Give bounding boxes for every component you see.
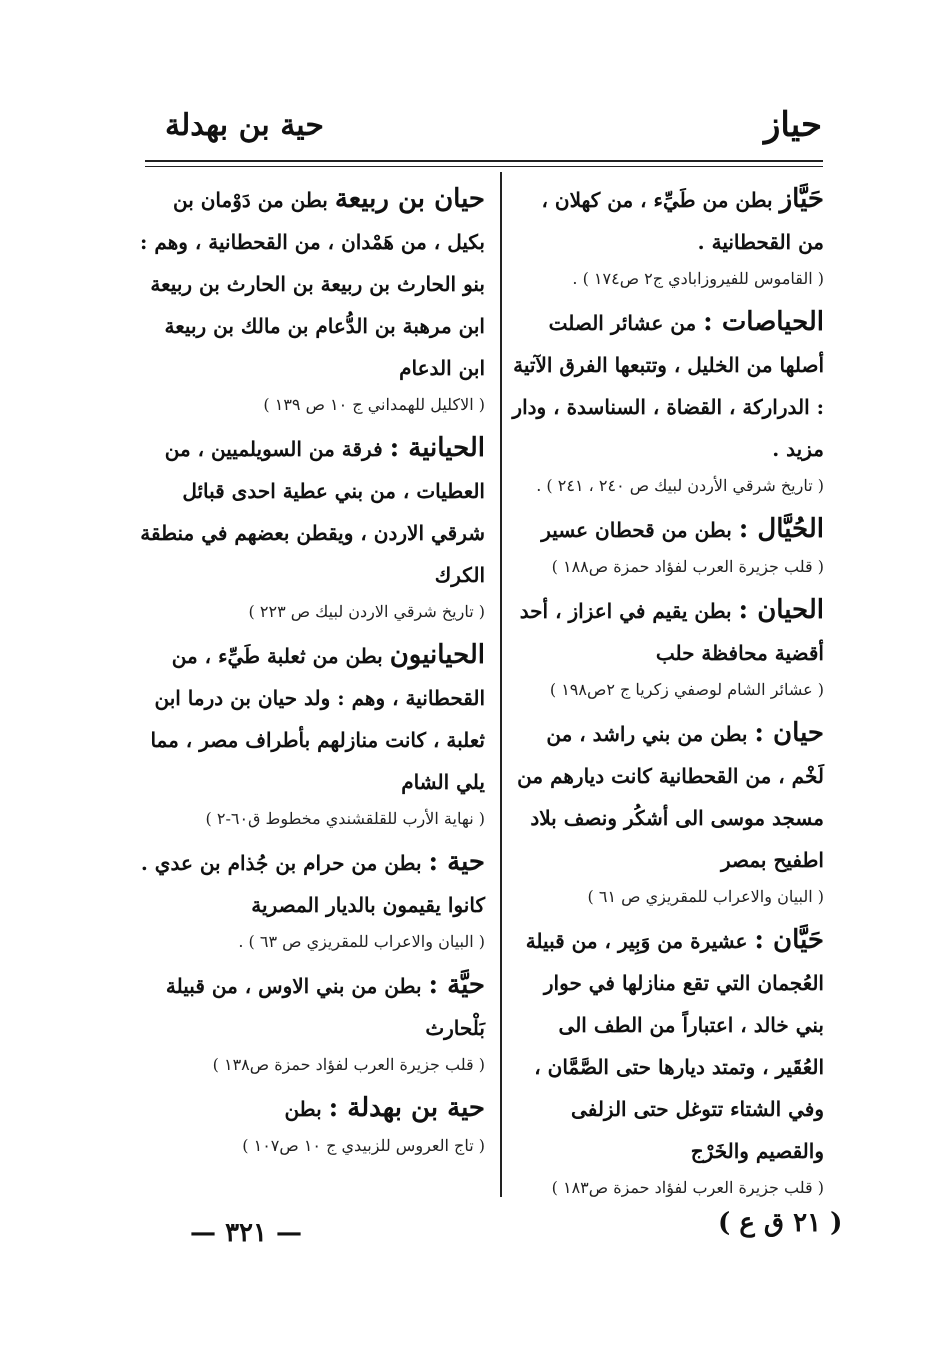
- entry-head: حية :: [428, 847, 485, 877]
- left-column: [140, 178, 485, 1168]
- entry-source: ( نهاية الأرب للقلقشندي مخطوط ق٦٠-٢ ): [205, 809, 485, 828]
- entry-head: حَيَّان :: [754, 925, 824, 955]
- signature-mark: ( ٢١ ق ع ): [718, 1208, 843, 1238]
- entry: [140, 964, 485, 1081]
- entry-source: ( تاريخ شرقي الاردن لبيك ص ٢٢٣ ): [248, 602, 485, 621]
- entry-head: الحياصات :: [703, 307, 824, 337]
- entry-source: ( قلب جزيرة العرب لفؤاد حمزة ص١٨٨ ): [551, 557, 824, 576]
- entry-text: بطن من حرام بن جُذام بن عدي . كانوا يقيمون بالديار المصرية: [140, 851, 485, 917]
- entry-text: بطن: [284, 1097, 322, 1121]
- entry: [140, 178, 485, 421]
- entry-head: حيان بن ربيعة: [334, 184, 485, 214]
- entry: [140, 634, 485, 835]
- entry: [140, 841, 485, 958]
- header-rule-thin: [145, 166, 823, 167]
- entry: [512, 919, 824, 1204]
- entry-text: من عشائر الصلت أصلها من الخليل ، وتتبعها الفرق الآتية : الدراركة ، القضاة ، السناسدة ، ودار مزيد .: [512, 311, 824, 461]
- entry-head: حيَّة :: [428, 970, 485, 1000]
- entry: [512, 178, 824, 295]
- entry-text: فرقة من السويلميين ، من العطيات ، من بني عطية احدى قبائل شرقي الاردن ، ويقطن بعضهم في منطقة الكرك: [140, 437, 485, 587]
- entry-text: بطن من بني الاوس ، من قبيلة بَلْحارث: [165, 974, 485, 1040]
- entry-text: بطن من قحطان عسير: [541, 518, 732, 542]
- entry-text: بطن من دَوْمان بن بكيل ، من هَمْدان ، من القحطانية ، وهم : بنو الحارث بن ربيعة بن الحارث بن ربيعة ابن مرهبة بن الدُّعام بن مالك بن ربيعة ابن الدعام: [140, 188, 485, 380]
- entry: [140, 1087, 485, 1162]
- entry-head: حيان :: [754, 718, 824, 748]
- running-head-left: حية بن بهدلة: [165, 108, 324, 143]
- entry: [140, 427, 485, 628]
- entry-head: حية بن بهدلة :: [328, 1093, 485, 1123]
- entry-source: ( البيان والاعراب للمقريزي ص ٦٣ ) .: [238, 932, 485, 951]
- right-column: [512, 178, 824, 1210]
- entry: [512, 301, 824, 502]
- entry: [512, 589, 824, 706]
- entry-text: عشيرة من وَبِير ، من قبيلة العُجمان التي تقع منازلها في حوار بني خالد ، اعتباراً من الطف الى العُقَير ، وتمتد ديارها حتى الصَّمَّان ، وفي الشتاء تتوغل حتى الزلفى والقصيم والخَرْج: [525, 929, 824, 1163]
- column-divider: [500, 172, 502, 1197]
- page-number: — ٣٢١ —: [190, 1218, 303, 1248]
- entry-source: ( تاج العروس للزبيدي ج ١٠ ص١٠٧ ): [242, 1136, 485, 1155]
- header-rule: [145, 160, 823, 162]
- entry-source: ( قلب جزيرة العرب لفؤاد حمزة ص١٨٣ ): [551, 1178, 824, 1197]
- entry: [512, 712, 824, 913]
- entry-source: ( عشائر الشام لوصفي زكريا ج ٢ص١٩٨ ): [549, 680, 824, 699]
- entry-text: بطن من طَيِّء ، من كهلان ، من القحطانية .: [541, 188, 824, 254]
- entry-source: ( الاكليل للهمداني ج ١٠ ص ١٣٩ ): [263, 395, 485, 414]
- entry-text: بطن يقيم في اعزاز ، أحد أقضية محافظة حلب: [519, 599, 824, 665]
- entry-head: الحيانية :: [389, 433, 485, 463]
- entry-head: الحُيَّال :: [738, 514, 824, 544]
- entry: [512, 508, 824, 583]
- entry-head: الحيان :: [738, 595, 824, 625]
- entry-source: ( قلب جزيرة العرب لفؤاد حمزة ص١٣٨ ): [212, 1055, 485, 1074]
- entry-source: ( تاريخ شرقي الأردن لبيك ص ٢٤٠ ، ٢٤١ ) .: [536, 476, 824, 495]
- entry-text: بطن من بني راشد ، من لَخْم ، من القحطانية كانت ديارهم من مسجد موسى الى أشكُر ونصف بلاد اطفيح بمصر: [517, 722, 824, 872]
- entry-text: بطن من ثعلبة طَيِّء ، من القحطانية ، وهم : ولد حيان بن درما ابن ثعلبة ، كانت منازلهم بأطراف مصر ، مما يلي الشام: [150, 644, 485, 794]
- entry-source: ( القاموس للفيروزابادي ج٢ ص١٧٤ ) .: [572, 269, 824, 288]
- entry-head: حَيَّاز: [779, 184, 824, 214]
- entry-source: ( البيان والاعراب للمقريزي ص ٦١ ): [587, 887, 824, 906]
- running-head-right: حياز: [763, 105, 822, 145]
- entry-head: الحيانيون: [389, 640, 485, 670]
